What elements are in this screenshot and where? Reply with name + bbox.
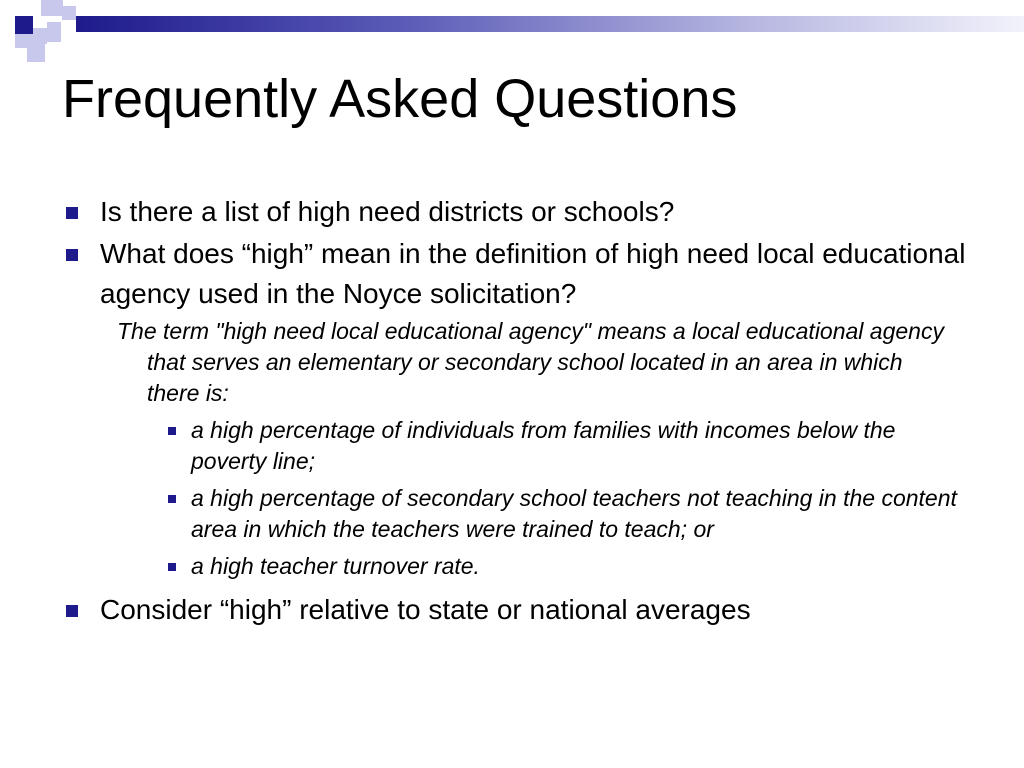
- definition-text: The term "high need local educational agency" means a local educational agency that serves an elementary or secondary school located in an area in which there is:: [117, 318, 944, 406]
- square-bullet-icon: [168, 495, 176, 503]
- decor-square-dark: [15, 16, 33, 34]
- sub-bullet-item: [166, 415, 961, 477]
- square-bullet-icon: [168, 563, 176, 571]
- square-bullet-icon: [66, 207, 78, 219]
- sub-bullet-item: [166, 483, 961, 545]
- slide-title: Frequently Asked Questions: [62, 69, 738, 129]
- sub-bullet-item: [166, 551, 961, 582]
- decor-square-light: [47, 22, 61, 42]
- header-gradient-bar: [76, 16, 1024, 32]
- square-bullet-icon: [66, 605, 78, 617]
- bullet-item: [62, 234, 982, 314]
- sub-bullet-text: a high percentage of secondary school teachers not teaching in the content area in which the teachers were trained to teach; or: [191, 485, 957, 542]
- bullet-text: Consider “high” relative to state or national averages: [100, 594, 751, 625]
- bullet-text: Is there a list of high need districts or schools?: [100, 196, 675, 227]
- sub-bullet-text: a high percentage of individuals from families with incomes below the poverty line;: [191, 417, 896, 474]
- decor-square-light: [33, 28, 47, 44]
- bullet-item: [62, 192, 982, 232]
- bullet-text: What does “high” mean in the definition of high need local educational agency used in the Noyce solicitation?: [100, 238, 966, 309]
- slide-body: [62, 192, 982, 632]
- square-bullet-icon: [168, 427, 176, 435]
- sub-bullet-text: a high teacher turnover rate.: [191, 553, 480, 579]
- decor-square-light: [27, 44, 45, 62]
- bullet-item: [62, 590, 982, 630]
- decor-square-light: [41, 0, 63, 16]
- square-bullet-icon: [66, 249, 78, 261]
- decor-square-light: [62, 6, 76, 20]
